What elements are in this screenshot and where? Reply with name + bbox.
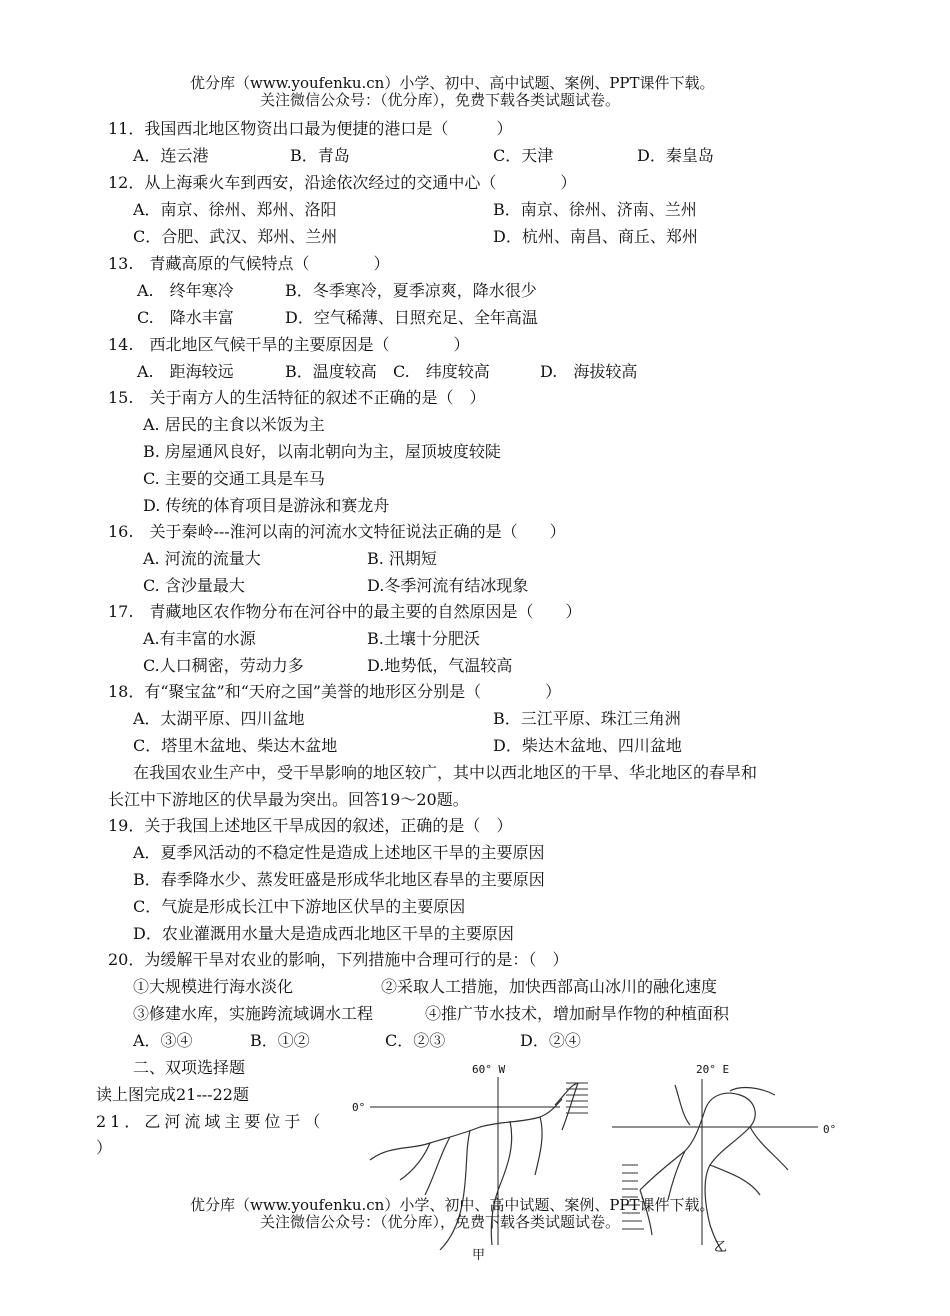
passage-line-2: 长江中下游地区的伏旱最为突出。回答19～20题。 bbox=[108, 790, 469, 809]
q18-option-c: C．塔里木盆地、柴达木盆地 bbox=[133, 736, 338, 755]
q14-option-c: C. 纬度较高 bbox=[393, 362, 490, 381]
read-instruction: 读上图完成21---22题 bbox=[96, 1085, 249, 1104]
q13-option-a: A. 终年寒冷 bbox=[137, 281, 234, 300]
q20-item-2: ②采取人工措施，加快西部高山冰川的融化速度 bbox=[381, 977, 718, 996]
q20-option-c: C．②③ bbox=[385, 1031, 446, 1050]
q12-option-b: B．南京、徐州、济南、兰州 bbox=[493, 200, 697, 219]
map-jia bbox=[340, 1055, 610, 1265]
footer-line-2: 关注微信公众号：（优分库），免费下载各类试题试卷。 bbox=[260, 1213, 621, 1231]
q18-option-b: B．三江平原、珠江三角洲 bbox=[493, 709, 681, 728]
map-jia-longitude-label: 60° W bbox=[472, 1063, 506, 1076]
question-20-stem: 20．为缓解干旱对农业的影响，下列措施中合理可行的是：（ ） bbox=[108, 950, 569, 969]
passage-line-1: 在我国农业生产中，受干旱影响的地区较广，其中以西北地区的干旱、华北地区的春旱和 bbox=[133, 763, 758, 782]
q16-option-c: C. 含沙量最大 bbox=[143, 576, 245, 595]
q17-option-c: C.人口稠密，劳动力多 bbox=[143, 656, 304, 675]
header-line-1: 优分库（www.youfenku.cn）小学、初中、高中试题、案例、PPT课件下载。 bbox=[190, 74, 715, 92]
q20-item-1: ①大规模进行海水淡化 bbox=[133, 977, 294, 996]
q13-option-b: B．冬季寒冷，夏季凉爽，降水很少 bbox=[285, 281, 537, 300]
question-17-stem: 17. 青藏地区农作物分布在河谷中的最主要的自然原因是（ ） bbox=[108, 602, 582, 621]
q11-option-a: A．连云港 bbox=[133, 146, 209, 165]
q14-option-a: A. 距海较远 bbox=[137, 362, 234, 381]
map-yi-equator-label: 0° bbox=[823, 1123, 837, 1136]
question-12-stem: 12．从上海乘火车到西安，沿途依次经过的交通中心（ ） bbox=[108, 173, 577, 192]
q12-option-a: A．南京、徐州、郑州、洛阳 bbox=[133, 200, 337, 219]
map-yi-rivers bbox=[640, 1085, 788, 1251]
section-2-heading: 二、双项选择题 bbox=[133, 1058, 246, 1077]
q18-option-d: D．柴达木盆地、四川盆地 bbox=[493, 736, 682, 755]
q15-option-d: D. 传统的体育项目是游泳和赛龙舟 bbox=[143, 496, 390, 515]
q12-option-c: C．合肥、武汉、郑州、兰州 bbox=[133, 227, 338, 246]
map-jia-label: 甲 bbox=[472, 1248, 486, 1263]
q15-option-a: A. 居民的主食以米饭为主 bbox=[143, 415, 325, 434]
question-21-bracket: ） bbox=[96, 1138, 113, 1157]
q19-option-b: B．春季降水少、蒸发旺盛是形成华北地区春旱的主要原因 bbox=[133, 870, 545, 889]
q11-option-c: C．天津 bbox=[493, 146, 554, 165]
q18-option-a: A．太湖平原、四川盆地 bbox=[133, 709, 305, 728]
q19-option-d: D．农业灌溉用水量大是造成西北地区干旱的主要原因 bbox=[133, 924, 514, 943]
q20-option-b: B．①② bbox=[250, 1031, 310, 1050]
q12-option-d: D．杭州、南昌、商丘、郑州 bbox=[493, 227, 698, 246]
question-19-stem: 19．关于我国上述地区干旱成因的叙述，正确的是（ ） bbox=[108, 816, 513, 835]
q19-option-c: C．气旋是形成长江中下游地区伏旱的主要原因 bbox=[133, 897, 466, 916]
question-16-stem: 16. 关于秦岭---淮河以南的河流水文特征说法正确的是（ ） bbox=[108, 522, 566, 541]
question-18-stem: 18．有“聚宝盆”和“天府之国”美誉的地形区分别是（ ） bbox=[108, 682, 562, 701]
q20-option-a: A．③④ bbox=[133, 1031, 193, 1050]
q19-option-a: A．夏季风活动的不稳定性是造成上述地区干旱的主要原因 bbox=[133, 843, 545, 862]
q17-option-a: A.有丰富的水源 bbox=[143, 629, 256, 648]
q14-option-b: B．温度较高 bbox=[285, 362, 377, 381]
q17-option-b: B.土壤十分肥沃 bbox=[367, 629, 480, 648]
q15-option-b: B. 房屋通风良好，以南北朝向为主，屋顶坡度较陡 bbox=[143, 442, 501, 461]
q13-option-d: D．空气稀薄、日照充足、全年高温 bbox=[285, 308, 538, 327]
question-14-stem: 14. 西北地区气候干旱的主要原因是（ ） bbox=[108, 335, 470, 354]
q20-item-3: ③修建水库，实施跨流域调水工程 bbox=[133, 1004, 374, 1023]
question-11-stem: 11．我国西北地区物资出口最为便捷的港口是（ ） bbox=[108, 119, 513, 138]
q11-option-b: B．青岛 bbox=[290, 146, 350, 165]
q14-option-d: D. 海拔较高 bbox=[540, 362, 638, 381]
q20-option-d: D．②④ bbox=[520, 1031, 581, 1050]
q16-option-b: B. 汛期短 bbox=[367, 549, 437, 568]
q16-option-d: D.冬季河流有结冰现象 bbox=[367, 576, 529, 595]
question-15-stem: 15. 关于南方人的生活特征的叙述不正确的是（ ） bbox=[108, 388, 486, 407]
q16-option-a: A. 河流的流量大 bbox=[143, 549, 261, 568]
question-13-stem: 13. 青藏高原的气候特点（ ） bbox=[108, 254, 390, 273]
footer-line-1: 优分库（www.youfenku.cn）小学、初中、高中试题、案例、PPT课件下载。 bbox=[190, 1196, 715, 1214]
q17-option-d: D.地势低，气温较高 bbox=[367, 656, 513, 675]
header-line-2: 关注微信公众号：（优分库），免费下载各类试题试卷。 bbox=[260, 91, 621, 109]
map-yi-longitude-label: 20° E bbox=[696, 1063, 730, 1076]
q15-option-c: C. 主要的交通工具是车马 bbox=[143, 469, 325, 488]
q13-option-c: C. 降水丰富 bbox=[137, 308, 234, 327]
q20-item-4: ④推广节水技术，增加耐旱作物的种植面积 bbox=[425, 1004, 730, 1023]
question-21-stem: 21．乙河流域主要位于（ bbox=[96, 1112, 325, 1131]
map-jia-equator-label: 0° bbox=[352, 1101, 366, 1114]
map-yi bbox=[610, 1055, 850, 1265]
map-yi-label: 乙 bbox=[714, 1240, 728, 1255]
q11-option-d: D．秦皇岛 bbox=[637, 146, 714, 165]
